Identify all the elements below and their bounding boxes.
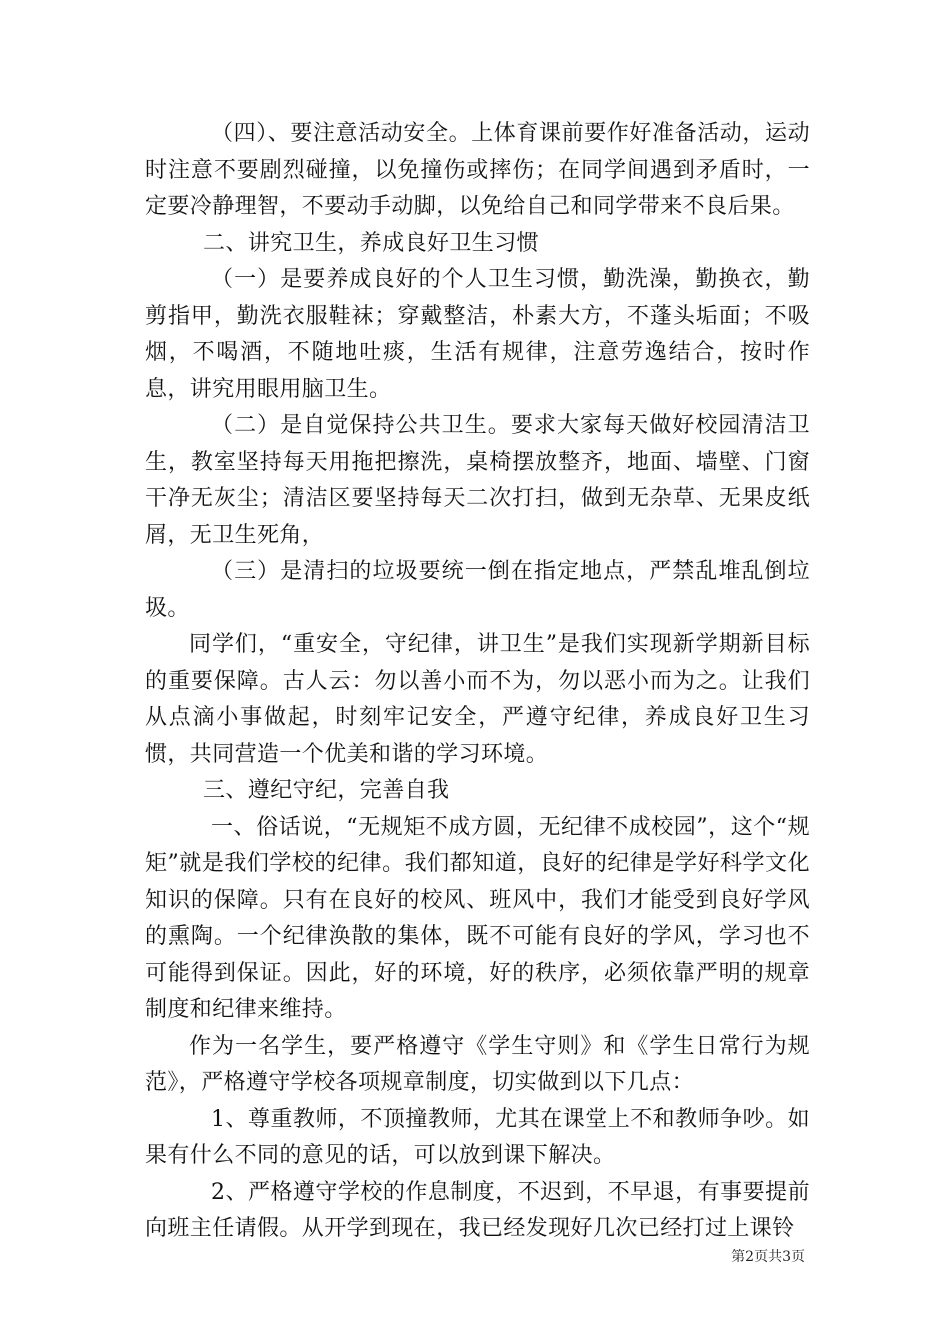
heading-hygiene: 二、讲究卫生，养成良好卫生习惯 bbox=[203, 230, 540, 256]
list-item-2: 2、严格遵守学校的作息制度，不迟到，不早退，有事要提前向班主任请假。从开学到现在，我已经发现好几次已经打过上课铃 bbox=[145, 1179, 810, 1241]
page-number-footer: 第2页共3页 bbox=[731, 1249, 805, 1265]
list-item-1: 1、尊重教师，不顶撞教师，尤其在课堂上不和教师争吵。如果有什么不同的意见的话，可以放到课下解决。 bbox=[145, 1106, 810, 1168]
paragraph-hygiene-1: （一）是要养成良好的个人卫生习惯，勤洗澡，勤换衣，勤剪指甲，勤洗衣服鞋袜；穿戴整洁，朴素大方，不蓬头垢面；不吸烟，不喝酒，不随地吐痰，生活有规律，注意劳逸结合，按时作息，讲究用眼用脑卫生。 bbox=[145, 267, 810, 402]
paragraph-discipline-rules: 作为一名学生，要严格遵守《学生守则》和《学生日常行为规范》，严格遵守学校各项规章制度，切实做到以下几点： bbox=[145, 1033, 810, 1095]
paragraph-hygiene-3: （三）是清扫的垃圾要统一倒在指定地点，严禁乱堆乱倒垃圾。 bbox=[145, 559, 810, 621]
heading-discipline: 三、遵纪守纪，完善自我 bbox=[203, 778, 450, 803]
paragraph-discipline-1: 一、俗话说，“无规矩不成方圆，无纪律不成校园”，这个“规矩”就是我们学校的纪律。我们都知道，良好的纪律是学好科学文化知识的保障。只有在良好的校风、班风中，我们才能受到良好学风的熏陶。一个纪律涣散的集体，既不可能有良好的学风，学习也不可能得到保证。因此，好的环境，好的秩序，必须依靠严明的规章制度和纪律来维持。 bbox=[145, 814, 810, 1022]
paragraph-hygiene-2: （二）是自觉保持公共卫生。要求大家每天做好校园清洁卫生，教室坚持每天用拖把擦洗，桌椅摆放整齐，地面、墙壁、门窗干净无灰尘；清洁区要坚持每天二次打扫，做到无杂草、无果皮纸屑，无卫生死角， bbox=[145, 413, 810, 548]
document-body bbox=[145, 116, 810, 1248]
paragraph-safety-4: （四）、要注意活动安全。上体育课前要作好准备活动，运动时注意不要剧烈碰撞，以免撞伤或摔伤；在同学间遇到矛盾时，一定要冷静理智，不要动手动脚，以免给自己和同学带来不良后果。 bbox=[145, 121, 810, 219]
paragraph-summary: 同学们，“重安全，守纪律，讲卫生”是我们实现新学期新目标的重要保障。古人云：勿以善小而不为，勿以恶小而为之。让我们从点滴小事做起，时刻牢记安全，严遵守纪律，养成良好卫生习惯，共同营造一个优美和谐的学习环境。 bbox=[145, 632, 810, 767]
